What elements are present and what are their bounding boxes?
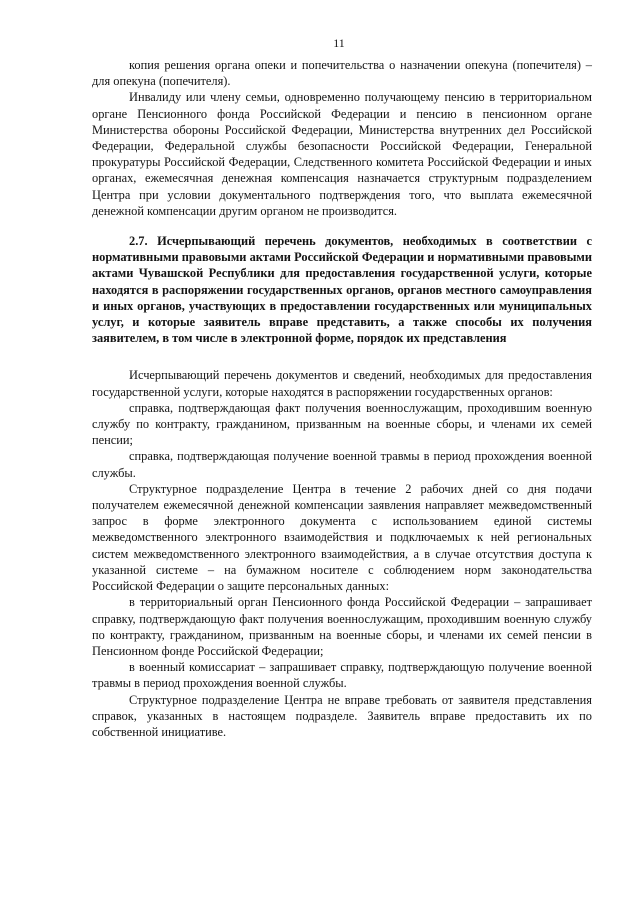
paragraph-pension-certificate: справка, подтверждающая факт получения военнослужащим, проходившим военную службу по контракту, гражданином, призванным на военные сборы, и членами их семей пенсии; bbox=[92, 400, 592, 448]
section-number: 2.7. bbox=[129, 234, 148, 249]
paragraph-pension-fund-request: в территориальный орган Пенсионного фонда Российской Федерации – запрашивает справку, подтверждающую факт получения военнослужащим, проходившим военную службу по контракту, гражданином, призванным на военные сборы, и членами их семей пенсии в Пенсионном фонде Российской Федерации; bbox=[92, 595, 592, 658]
paragraph-military-commissariat-request: в военный комиссариат – запрашивает справку, подтверждающую получение военной травмы в период прохождения военной службы. bbox=[92, 660, 592, 691]
document-page bbox=[92, 36, 592, 740]
paragraph-interagency-request: Структурное подразделение Центра в течение 2 рабочих дней со дня подачи получателем ежемесячной денежной компенсации заявления направляет межведомственный запрос в форме электронного документа с использованием единой системы межведомственного электронного взаимодействия и подключаемых к ней региональных систем межведомственного электронного взаимодействия, а в случае отсутствия доступа к указанной системе – на бумажном носителе с соблюдением норм законодательства Российской Федерации о защите персональных данных: bbox=[92, 481, 592, 594]
section-heading bbox=[92, 233, 592, 346]
page-number: 11 bbox=[333, 36, 345, 50]
section-title: Исчерпывающий перечень документов, необходимых в соответствии с нормативными правовыми актами Российской Федерации и нормативными правовыми актами Чувашской Республики для предоставления государственной услуги, которые находятся в распоряжении государственных органов, органов местного самоуправления и иных органов, участвующих в предоставлении государственных или муниципальных услуг, и которые заявитель вправе представить, а также способы их получения заявителем, в том числе в электронной форме, порядок их представления bbox=[92, 234, 592, 346]
paragraph-pension-compensation: Инвалиду или члену семьи, одновременно получающему пенсию в территориальном органе Пенсионного фонда Российской Федерации и пенсию в пенсионном органе Министерства обороны Российской Федерации, Министерства внутренних дел Российской Федерации, Федеральной службы безопасности Российской Федерации, Генеральной прокуратуры Российской Федерации, Следственного комитета Российской Федерации и иных органах, ежемесячная денежная компенсация назначается структурным подразделением Центра при условии документального подтверждения того, что выплата ежемесячной денежной компенсации другим органом не производится. bbox=[92, 90, 592, 218]
paragraph-guardian-copy: копия решения органа опеки и попечительства о назначении опекуна (попечителя) – для опекуна (попечителя). bbox=[92, 58, 592, 89]
paragraph-military-trauma-certificate: справка, подтверждающая получение военной травмы в период прохождения военной службы. bbox=[92, 449, 592, 480]
paragraph-documents-list-intro: Исчерпывающий перечень документов и сведений, необходимых для предоставления государственной услуги, которые находятся в распоряжении государственных органов: bbox=[92, 368, 592, 399]
paragraph-no-requirement: Структурное подразделение Центра не вправе требовать от заявителя представления справок, указанных в настоящем подразделе. Заявитель вправе предоставить их по собственной инициативе. bbox=[92, 692, 592, 739]
